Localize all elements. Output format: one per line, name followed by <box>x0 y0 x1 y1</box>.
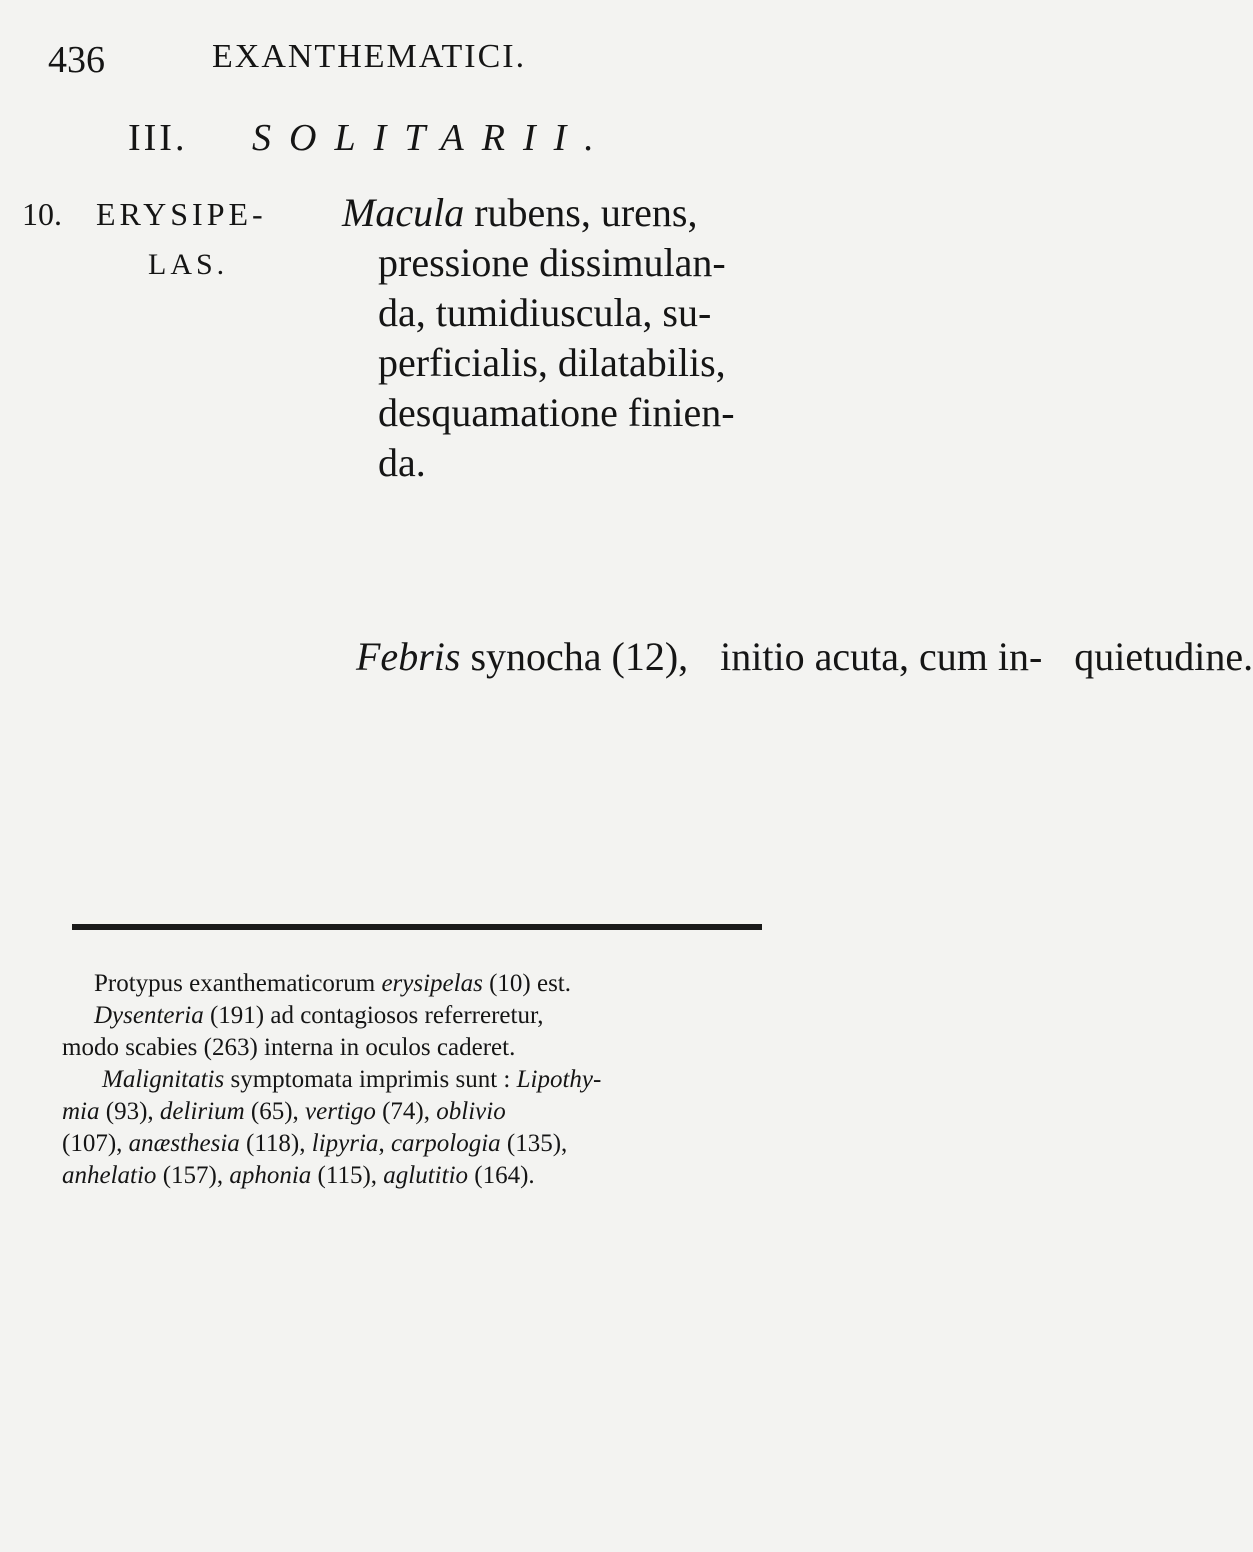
fever-text: synocha (12), <box>460 634 689 679</box>
section-title: SOLITARII. <box>252 117 612 159</box>
entry-number: 10. <box>22 196 62 232</box>
footnote-line-5: mia (93), delirium (65), vertigo (74), oblivio <box>62 1098 506 1125</box>
entry-term-line1: ERYSIPE- <box>96 196 267 232</box>
description-line-5: desquamatione finien- <box>378 390 735 435</box>
description-line-2: pressione dissimulan- <box>378 240 726 285</box>
fever-term: Febris <box>356 634 461 679</box>
fever-line-3: quietudine. <box>1074 634 1253 679</box>
fever-line-1 <box>356 634 688 679</box>
fever-description <box>356 632 1253 682</box>
description-line-1 <box>342 188 735 238</box>
page-number: 436 <box>48 39 105 81</box>
description-text: rubens, urens, <box>464 190 698 235</box>
footnote-line-7: anhelatio (157), aphonia (115), aglutitio (164). <box>62 1162 535 1189</box>
footnote-rule <box>72 924 762 930</box>
description-line-4: perficialis, dilatabilis, <box>378 340 726 385</box>
section-numeral: III. <box>128 117 188 159</box>
running-title: EXANTHEMATICI. <box>212 38 527 75</box>
description-term: Macula <box>342 190 465 235</box>
footnote-line-3: modo scabies (263) interna in oculos caderet. <box>62 1034 516 1061</box>
description-line-6: da. <box>378 440 426 485</box>
fever-line-2: initio acuta, cum in- <box>720 634 1043 679</box>
footnote-line-6: (107), anæsthesia (118), lipyria, carpologia (135), <box>62 1130 568 1157</box>
footnote-line-2: Dysenteria (191) ad contagiosos referreretur, <box>94 1002 544 1029</box>
footnotes <box>62 968 762 1192</box>
entry-term-line2: LAS. <box>148 248 229 281</box>
footnote-line-1: Protypus exanthematicorum erysipelas (10) est. <box>94 970 571 997</box>
description-line-3: da, tumidiuscula, su- <box>378 290 712 335</box>
entry-description <box>342 188 735 488</box>
footnote-line-4: Malignitatis symptomata imprimis sunt : Lipothy- <box>102 1066 602 1093</box>
